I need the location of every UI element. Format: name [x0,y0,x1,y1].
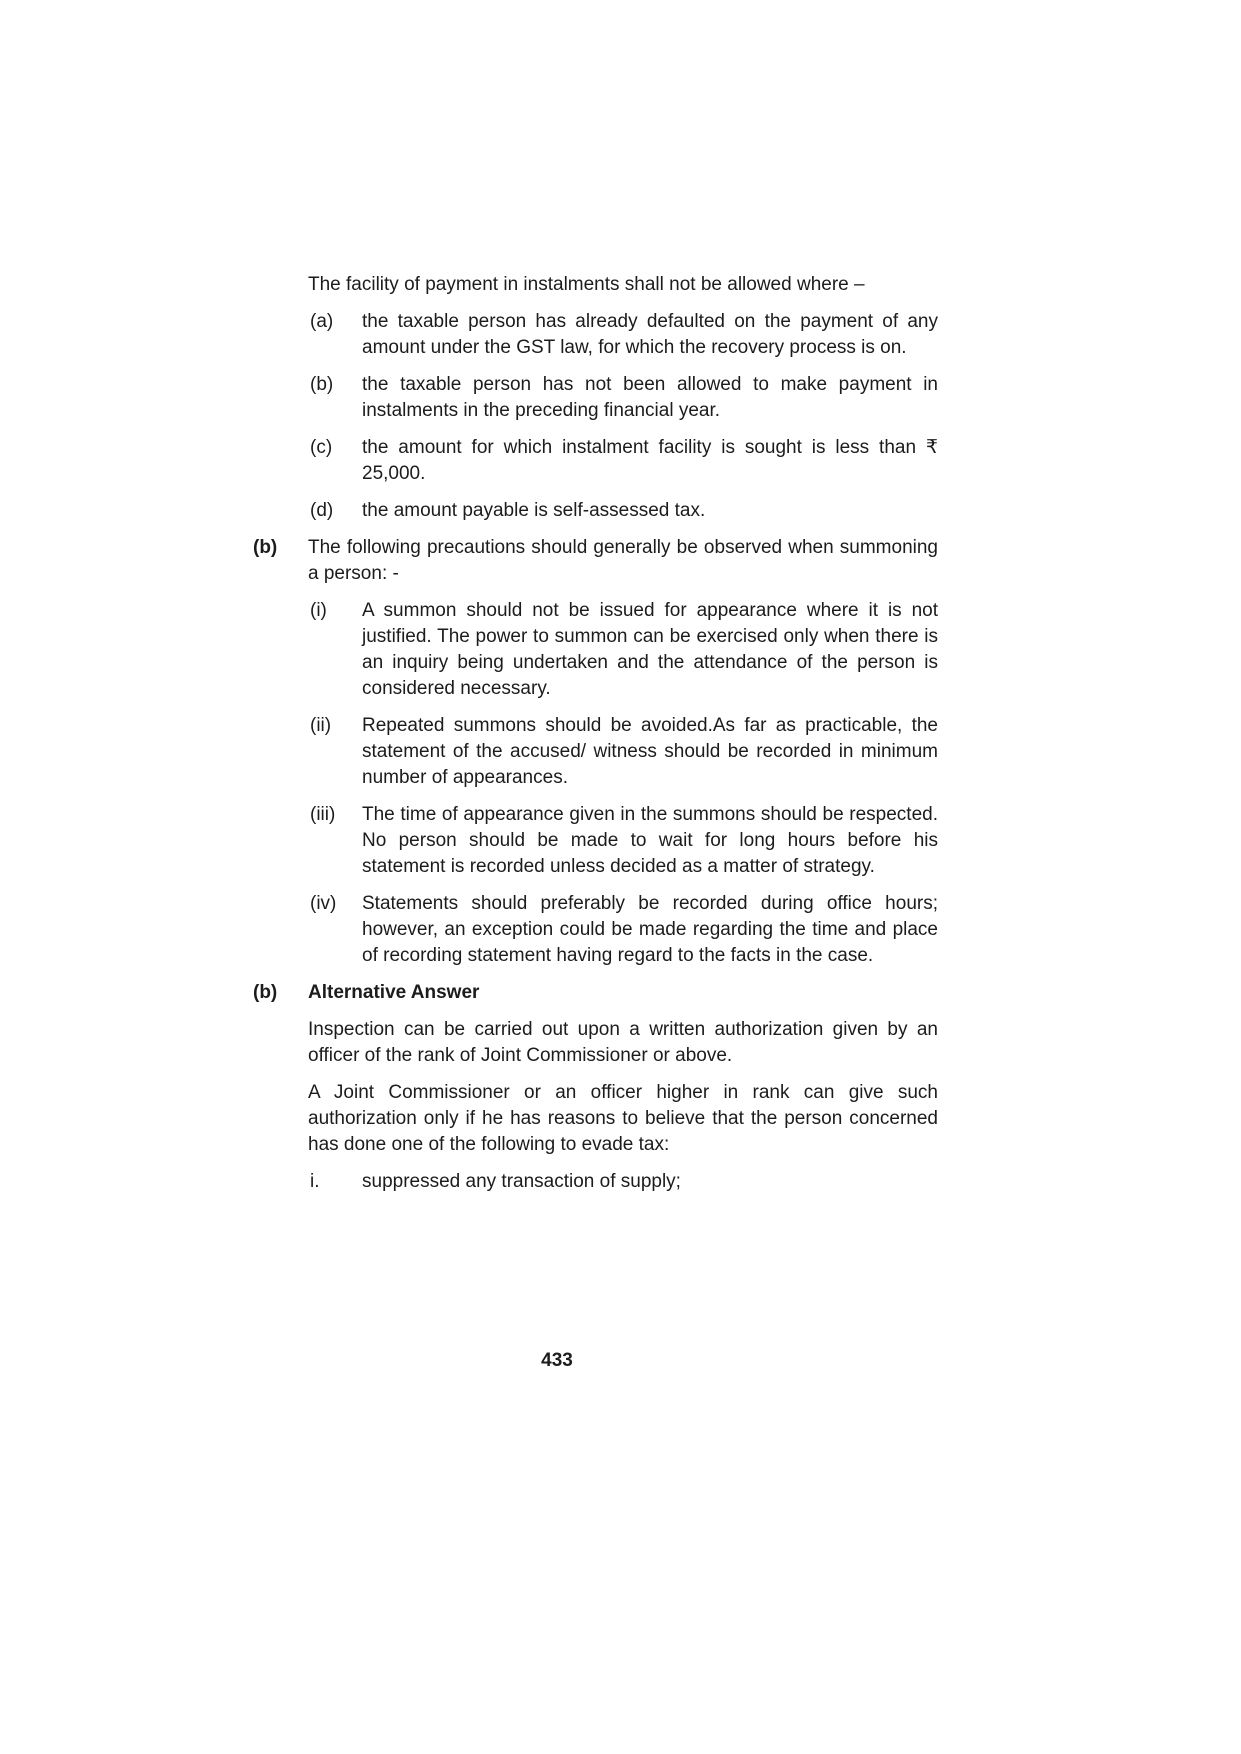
item-label: i. [310,1171,320,1192]
paragraph-joint-commissioner: A Joint Commissioner or an officer higher in rank can give such authorization only if he has reasons to believe that the person concerned has done one of the following to evade tax: [308,1082,938,1155]
item-text: A summon should not be issued for appearance where it is not justified. The power to summon can be exercised only when there is an inquiry being undertaken and the attendance of the person is considered necessary. [362,600,938,699]
section-heading: Alternative Answer [308,982,480,1003]
section-label: (b) [253,982,278,1003]
item-text: suppressed any transaction of supply; [362,1171,681,1192]
item-label: (b) [310,374,334,395]
item-text: the amount payable is self-assessed tax. [362,500,706,521]
section-b-alternative-answer [253,980,939,1006]
list-item-c [310,435,939,487]
item-text: The time of appearance given in the summons should be respected. No person should be made to wait for long hours before his statement is recorded unless decided as a matter of strategy. [362,804,938,877]
item-label: (a) [310,311,334,332]
item-text: Statements should preferably be recorded during office hours; however, an exception could be made regarding the time and place of recording statement having regard to the facts in the case. [362,893,938,966]
section-label: (b) [253,537,278,558]
item-label: (ii) [310,715,332,736]
intro-paragraph: The facility of payment in instalments shall not be allowed where – [308,274,865,295]
item-label: (c) [310,437,333,458]
item-label: (i) [310,600,327,621]
list-item-i [310,598,939,702]
item-text: the amount for which instalment facility is sought is less than ₹ 25,000. [362,437,938,484]
list-item-b [310,372,939,424]
section-text: The following precautions should generally be observed when summoning a person: - [308,537,938,584]
section-b-precautions [253,535,939,587]
list-item-d [310,498,939,524]
list-item-iii [310,802,939,880]
paragraph-inspection: Inspection can be carried out upon a written authorization given by an officer of the rank of Joint Commissioner or above. [308,1019,938,1066]
item-label: (d) [310,500,334,521]
page-content [253,272,939,1206]
page-number: 433 [541,1350,573,1371]
item-label: (iii) [310,804,336,825]
list-item-roman-i [310,1169,939,1195]
item-text: the taxable person has not been allowed to make payment in instalments in the preceding financial year. [362,374,938,421]
item-text: Repeated summons should be avoided.As far as practicable, the statement of the accused/ witness should be recorded in minimum number of appearances. [362,715,938,788]
list-item-iv [310,891,939,969]
item-label: (iv) [310,893,337,914]
item-text: the taxable person has already defaulted on the payment of any amount under the GST law, for which the recovery process is on. [362,311,938,358]
list-item-ii [310,713,939,791]
list-item-a [310,309,939,361]
